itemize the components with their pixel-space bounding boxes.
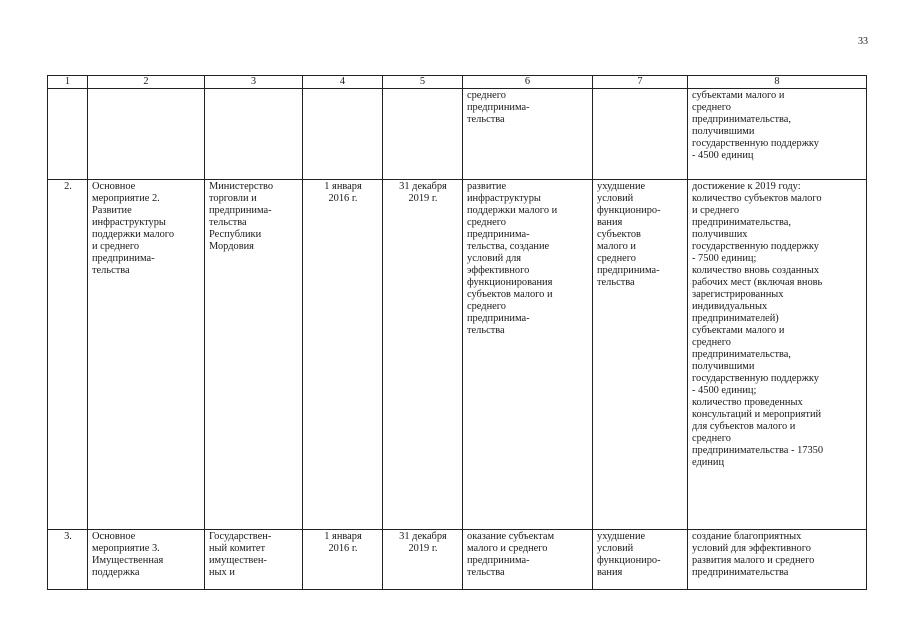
column-number-4: 4 xyxy=(303,76,383,89)
expected-result-cell: развитие инфраструктуры поддержки малого и среднего предпринима- тельства, создание условий для эффективного функционирования субъектов малого и среднего предпринима- тельства xyxy=(463,180,593,530)
row-number-cell xyxy=(48,89,88,180)
indicator-link-cell: достижение к 2019 году: количество субъектов малого и среднего предпринимательства, получивших государственную поддержку - 7500 единиц; количество вновь созданных рабочих мест (включая вновь зарегистрированных индивидуальных предпринимателей) субъектами малого и среднего предпринимательства, получившими государственную поддержку - 4500 единиц; количество проведенных консультаций и мероприятий для субъектов малого и среднего предпринимательства - 17350 единиц xyxy=(688,180,867,530)
expected-result-cell: среднего предпринима- тельства xyxy=(463,89,593,180)
end-date-cell: 31 декабря 2019 г. xyxy=(383,530,463,590)
indicator-link-cell: субъектами малого и среднего предпринимательства, получившими государственную поддержку - 4500 единиц xyxy=(688,89,867,180)
column-number-8: 8 xyxy=(688,76,867,89)
page-number: 33 xyxy=(858,36,868,47)
end-date-cell xyxy=(383,89,463,180)
column-number-2: 2 xyxy=(88,76,205,89)
start-date-cell: 1 января 2016 г. xyxy=(303,530,383,590)
activity-name-cell: Основное мероприятие 3. Имущественная поддержка xyxy=(88,530,205,590)
column-number-7: 7 xyxy=(593,76,688,89)
table-header-row xyxy=(48,76,867,89)
program-table xyxy=(47,75,867,590)
responsible-cell: Министерство торговли и предпринима- тельства Республики Мордовия xyxy=(205,180,303,530)
indicator-link-cell: создание благоприятных условий для эффективного развития малого и среднего предпринимательства xyxy=(688,530,867,590)
activity-name-cell xyxy=(88,89,205,180)
table-row xyxy=(48,530,867,590)
row-number-cell: 3. xyxy=(48,530,88,590)
start-date-cell: 1 января 2016 г. xyxy=(303,180,383,530)
row-number-cell: 2. xyxy=(48,180,88,530)
consequences-cell xyxy=(593,89,688,180)
table-row xyxy=(48,89,867,180)
expected-result-cell: оказание субъектам малого и среднего предпринима- тельства xyxy=(463,530,593,590)
table-row xyxy=(48,180,867,530)
responsible-cell: Государствен- ный комитет имуществен- ных и xyxy=(205,530,303,590)
responsible-cell xyxy=(205,89,303,180)
column-number-6: 6 xyxy=(463,76,593,89)
start-date-cell xyxy=(303,89,383,180)
consequences-cell: ухудшение условий функциониро- вания субъектов малого и среднего предпринима- тельства xyxy=(593,180,688,530)
column-number-3: 3 xyxy=(205,76,303,89)
activity-name-cell: Основное мероприятие 2. Развитие инфраструктуры поддержки малого и среднего предпринима- тельства xyxy=(88,180,205,530)
end-date-cell: 31 декабря 2019 г. xyxy=(383,180,463,530)
column-number-1: 1 xyxy=(48,76,88,89)
consequences-cell: ухудшение условий функциониро- вания xyxy=(593,530,688,590)
column-number-5: 5 xyxy=(383,76,463,89)
